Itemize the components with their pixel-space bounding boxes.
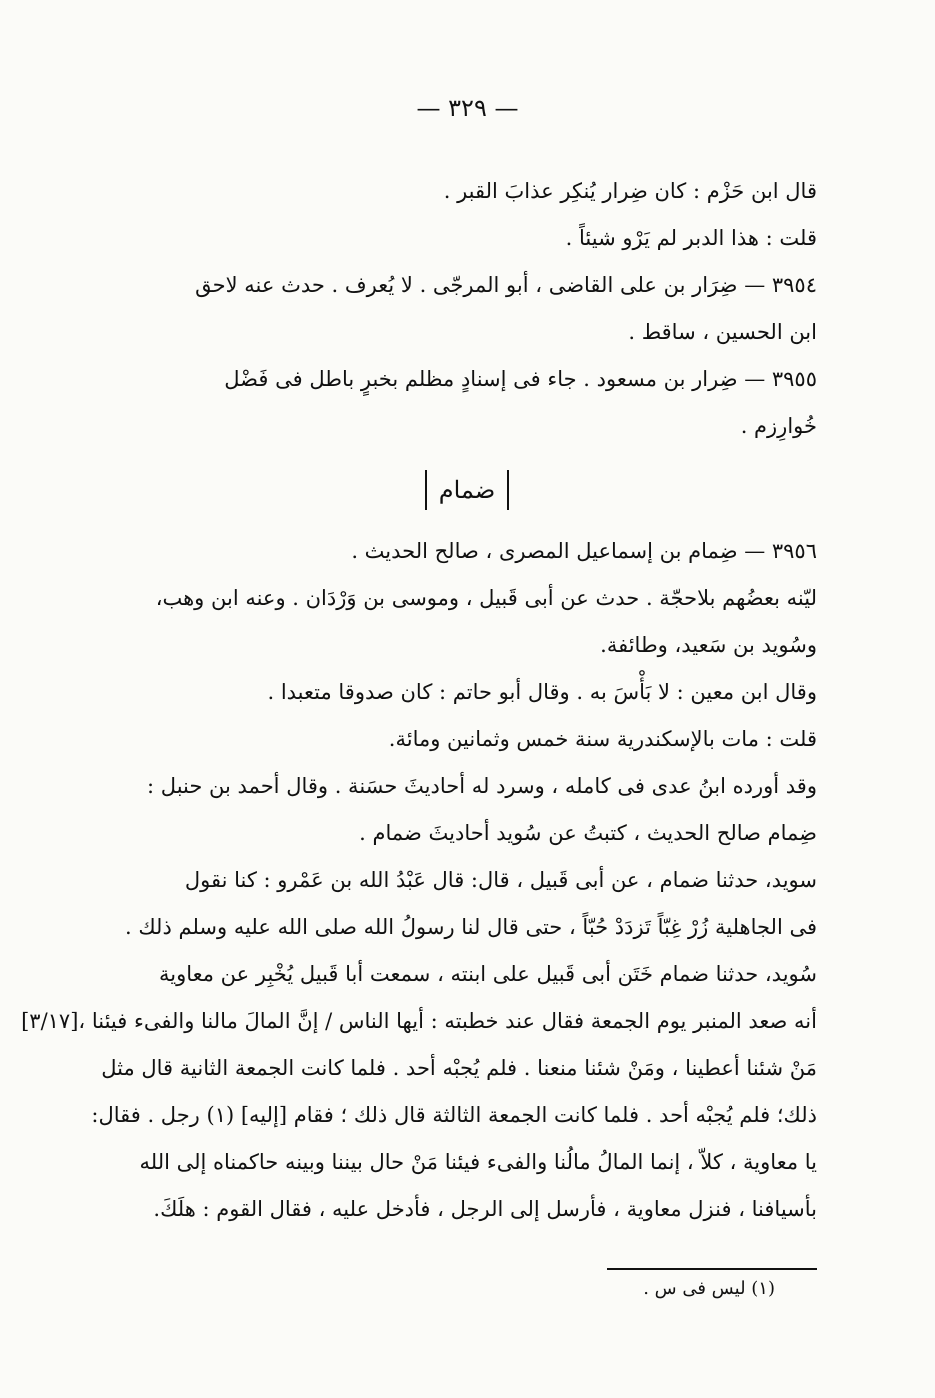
entry-3955: ٣٩٥٥ — ضِرار بن مسعود . جاء فى إسنادٍ مظلم بخبرٍ باطل فى فَضْل	[224, 367, 817, 391]
text-line: بأسيافنا ، فنزل معاوية ، فأرسل إلى الرجل ، فأدخل عليه ، فقال القوم : هلَكَ.	[153, 1197, 817, 1221]
section-heading	[117, 456, 817, 526]
text-line: سُويد، حدثنا ضمام خَتَن أبى قَبيل على ابنته ، سمعت أبا قَبيل يُخْبِر عن معاوية	[158, 962, 817, 986]
footnote: (١) ليس فى س .	[643, 1278, 775, 1299]
heading-text: ضمام	[425, 470, 509, 510]
text-line: قلت : هذا الدبر لم يَرْو شيئاً .	[565, 226, 817, 250]
text-line: قلت : مات بالإسكندرية سنة خمس وثمانين ومائة.	[388, 727, 817, 751]
text-line: أنه صعد المنبر يوم الجمعة فقال عند خطبته : أيها الناس / إنَّ المالَ مالنا والفىء فيئنا ،[٣/١٧]	[21, 1009, 817, 1033]
text-line: قال ابن حَزْم : كان ضِرار يُنكِر عذابَ القبر .	[443, 179, 817, 203]
text-line: وسُويد بن سَعيد، وطائفة.	[600, 633, 817, 657]
text-line: ابن الحسين ، ساقط .	[628, 320, 817, 344]
page-number: — ٣٢٩ —	[416, 94, 519, 122]
main-text	[21, 168, 817, 1233]
text-line: فى الجاهلية زُرْ غِبّاً تَزدَدْ حُبّاً ، حتى قال لنا رسولُ الله صلى الله عليه وسلم ذلك .	[125, 915, 817, 939]
text-line: مَنْ شئنا أعطينا ، ومَنْ شئنا منعنا . فلم يُجبْه أحد . فلما كانت الجمعة الثانية قال مثل	[101, 1056, 817, 1080]
footnote-divider	[607, 1268, 817, 1270]
text-line: ذلك؛ فلم يُجبْه أحد . فلما كانت الجمعة الثالثة قال ذلك ؛ فقام [إليه] (١) رجل . فقال:	[91, 1103, 817, 1127]
text-line: وقد أورده ابنُ عدى فى كامله ، وسرد له أحاديثَ حسَنة . وقال أحمد بن حنبل :	[147, 774, 817, 798]
entry-3956: ٣٩٥٦ — ضِمام بن إسماعيل المصرى ، صالح الحديث .	[351, 539, 817, 563]
text-line: سويد، حدثنا ضمام ، عن أبى قَبيل ، قال: قال عَبْدُ الله بن عَمْرو : كنا نقول	[184, 868, 817, 892]
text-line: ضِمام صالح الحديث ، كتبتُ عن سُويد أحاديثَ ضمام .	[359, 821, 817, 845]
text-line: ليّنه بعضُهم بلاحجّة . حدث عن أبى قَبيل ، وموسى بن وَرْدَان . وعنه ابن وهب،	[155, 586, 817, 610]
text-line: وقال ابن معين : لا بَأْسَ به . وقال أبو حاتم : كان صدوقا متعبدا .	[267, 680, 817, 704]
text-line: خُوارِزم .	[740, 414, 817, 438]
entry-3954: ٣٩٥٤ — ضِرَار بن على القاضى ، أبو المرجّى . لا يُعرف . حدث عنه لاحق	[195, 273, 817, 297]
text-line: يا معاوية ، كلاّ ، إنما المالُ مالُنا والفىء فيئنا مَنْ حال بيننا وبينه حاكمناه إلى الله	[139, 1150, 817, 1174]
